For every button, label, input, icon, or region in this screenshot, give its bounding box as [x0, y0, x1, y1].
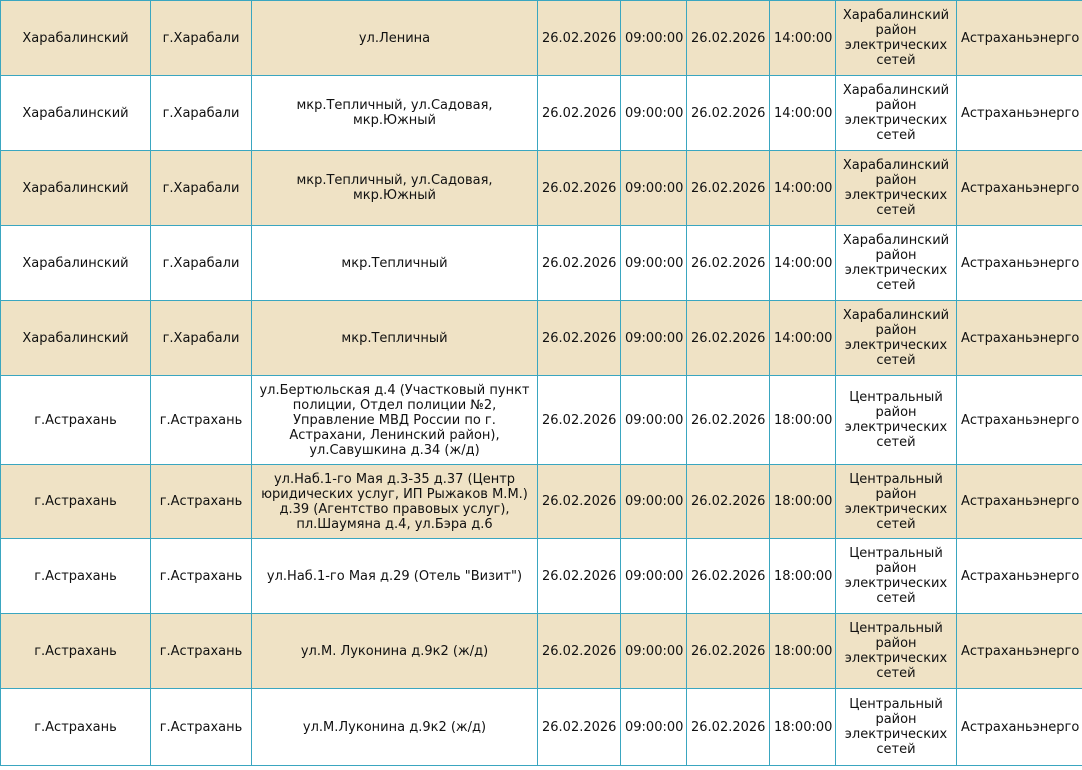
end-time-cell: 18:00:00: [770, 376, 836, 465]
settlement-cell: г.Харабали: [151, 76, 252, 151]
district-cell: г.Астрахань: [1, 376, 151, 465]
department-cell: Центральный район электрических сетей: [836, 465, 957, 539]
settlement-cell: г.Харабали: [151, 226, 252, 301]
start-date-cell: 26.02.2026: [538, 226, 621, 301]
start-time-cell: 09:00:00: [621, 689, 687, 766]
table-row: [1, 301, 1082, 376]
address-cell: ул.Бертюльская д.4 (Участковый пункт полиции, Отдел полиции №2, Управление МВД России по г. Астрахани, Ленинский район), ул.Савушкина д.34 (ж/д): [252, 376, 538, 465]
district-cell: Харабалинский: [1, 226, 151, 301]
organization-cell: Астраханьэнерго: [957, 151, 1082, 226]
start-time-cell: 09:00:00: [621, 226, 687, 301]
address-cell: мкр.Тепличный, ул.Садовая, мкр.Южный: [252, 76, 538, 151]
settlement-cell: г.Астрахань: [151, 376, 252, 465]
settlement-cell: г.Астрахань: [151, 539, 252, 614]
district-cell: г.Астрахань: [1, 614, 151, 689]
organization-cell: Астраханьэнерго: [957, 465, 1082, 539]
department-cell: Харабалинский район электрических сетей: [836, 226, 957, 301]
settlement-cell: г.Астрахань: [151, 689, 252, 766]
end-time-cell: 14:00:00: [770, 226, 836, 301]
start-date-cell: 26.02.2026: [538, 76, 621, 151]
settlement-cell: г.Харабали: [151, 151, 252, 226]
table-row: [1, 376, 1082, 465]
start-time-cell: 09:00:00: [621, 376, 687, 465]
address-cell: ул.Наб.1-го Мая д.3-35 д.37 (Центр юридических услуг, ИП Рыжаков М.М.) д.39 (Агентство правовых услуг), пл.Шаумяна д.4, ул.Бэра д.6: [252, 465, 538, 539]
start-date-cell: 26.02.2026: [538, 376, 621, 465]
settlement-cell: г.Астрахань: [151, 614, 252, 689]
department-cell: Харабалинский район электрических сетей: [836, 76, 957, 151]
district-cell: Харабалинский: [1, 151, 151, 226]
address-cell: мкр.Тепличный: [252, 301, 538, 376]
table-row: [1, 1, 1082, 76]
end-time-cell: 18:00:00: [770, 614, 836, 689]
start-date-cell: 26.02.2026: [538, 465, 621, 539]
end-date-cell: 26.02.2026: [687, 1, 770, 76]
table-row: [1, 465, 1082, 539]
address-cell: мкр.Тепличный, ул.Садовая, мкр.Южный: [252, 151, 538, 226]
start-time-cell: 09:00:00: [621, 539, 687, 614]
table-row: [1, 226, 1082, 301]
organization-cell: Астраханьэнерго: [957, 614, 1082, 689]
department-cell: Харабалинский район электрических сетей: [836, 301, 957, 376]
department-cell: Центральный район электрических сетей: [836, 689, 957, 766]
organization-cell: Астраханьэнерго: [957, 1, 1082, 76]
start-date-cell: 26.02.2026: [538, 1, 621, 76]
department-cell: Центральный район электрических сетей: [836, 376, 957, 465]
table-row: [1, 614, 1082, 689]
end-date-cell: 26.02.2026: [687, 76, 770, 151]
district-cell: г.Астрахань: [1, 689, 151, 766]
settlement-cell: г.Харабали: [151, 1, 252, 76]
end-time-cell: 14:00:00: [770, 301, 836, 376]
department-cell: Центральный район электрических сетей: [836, 614, 957, 689]
start-date-cell: 26.02.2026: [538, 614, 621, 689]
organization-cell: Астраханьэнерго: [957, 301, 1082, 376]
start-date-cell: 26.02.2026: [538, 301, 621, 376]
organization-cell: Астраханьэнерго: [957, 76, 1082, 151]
end-date-cell: 26.02.2026: [687, 614, 770, 689]
start-date-cell: 26.02.2026: [538, 539, 621, 614]
district-cell: г.Астрахань: [1, 465, 151, 539]
end-time-cell: 18:00:00: [770, 689, 836, 766]
end-time-cell: 18:00:00: [770, 465, 836, 539]
department-cell: Центральный район электрических сетей: [836, 539, 957, 614]
end-time-cell: 14:00:00: [770, 1, 836, 76]
table-row: [1, 689, 1082, 766]
start-time-cell: 09:00:00: [621, 465, 687, 539]
start-date-cell: 26.02.2026: [538, 689, 621, 766]
end-time-cell: 14:00:00: [770, 151, 836, 226]
district-cell: Харабалинский: [1, 76, 151, 151]
organization-cell: Астраханьэнерго: [957, 539, 1082, 614]
district-cell: Харабалинский: [1, 301, 151, 376]
start-time-cell: 09:00:00: [621, 301, 687, 376]
end-date-cell: 26.02.2026: [687, 689, 770, 766]
organization-cell: Астраханьэнерго: [957, 376, 1082, 465]
end-date-cell: 26.02.2026: [687, 539, 770, 614]
district-cell: г.Астрахань: [1, 539, 151, 614]
end-time-cell: 18:00:00: [770, 539, 836, 614]
start-date-cell: 26.02.2026: [538, 151, 621, 226]
organization-cell: Астраханьэнерго: [957, 689, 1082, 766]
end-date-cell: 26.02.2026: [687, 301, 770, 376]
start-time-cell: 09:00:00: [621, 1, 687, 76]
end-date-cell: 26.02.2026: [687, 226, 770, 301]
district-cell: Харабалинский: [1, 1, 151, 76]
table-row: [1, 76, 1082, 151]
settlement-cell: г.Астрахань: [151, 465, 252, 539]
department-cell: Харабалинский район электрических сетей: [836, 151, 957, 226]
address-cell: ул.М.Луконина д.9к2 (ж/д): [252, 689, 538, 766]
start-time-cell: 09:00:00: [621, 151, 687, 226]
end-date-cell: 26.02.2026: [687, 376, 770, 465]
end-date-cell: 26.02.2026: [687, 465, 770, 539]
table-row: [1, 539, 1082, 614]
organization-cell: Астраханьэнерго: [957, 226, 1082, 301]
address-cell: ул.Ленина: [252, 1, 538, 76]
department-cell: Харабалинский район электрических сетей: [836, 1, 957, 76]
end-date-cell: 26.02.2026: [687, 151, 770, 226]
start-time-cell: 09:00:00: [621, 614, 687, 689]
end-time-cell: 14:00:00: [770, 76, 836, 151]
address-cell: ул.М. Луконина д.9к2 (ж/д): [252, 614, 538, 689]
start-time-cell: 09:00:00: [621, 76, 687, 151]
address-cell: мкр.Тепличный: [252, 226, 538, 301]
table-row: [1, 151, 1082, 226]
address-cell: ул.Наб.1-го Мая д.29 (Отель "Визит"): [252, 539, 538, 614]
settlement-cell: г.Харабали: [151, 301, 252, 376]
